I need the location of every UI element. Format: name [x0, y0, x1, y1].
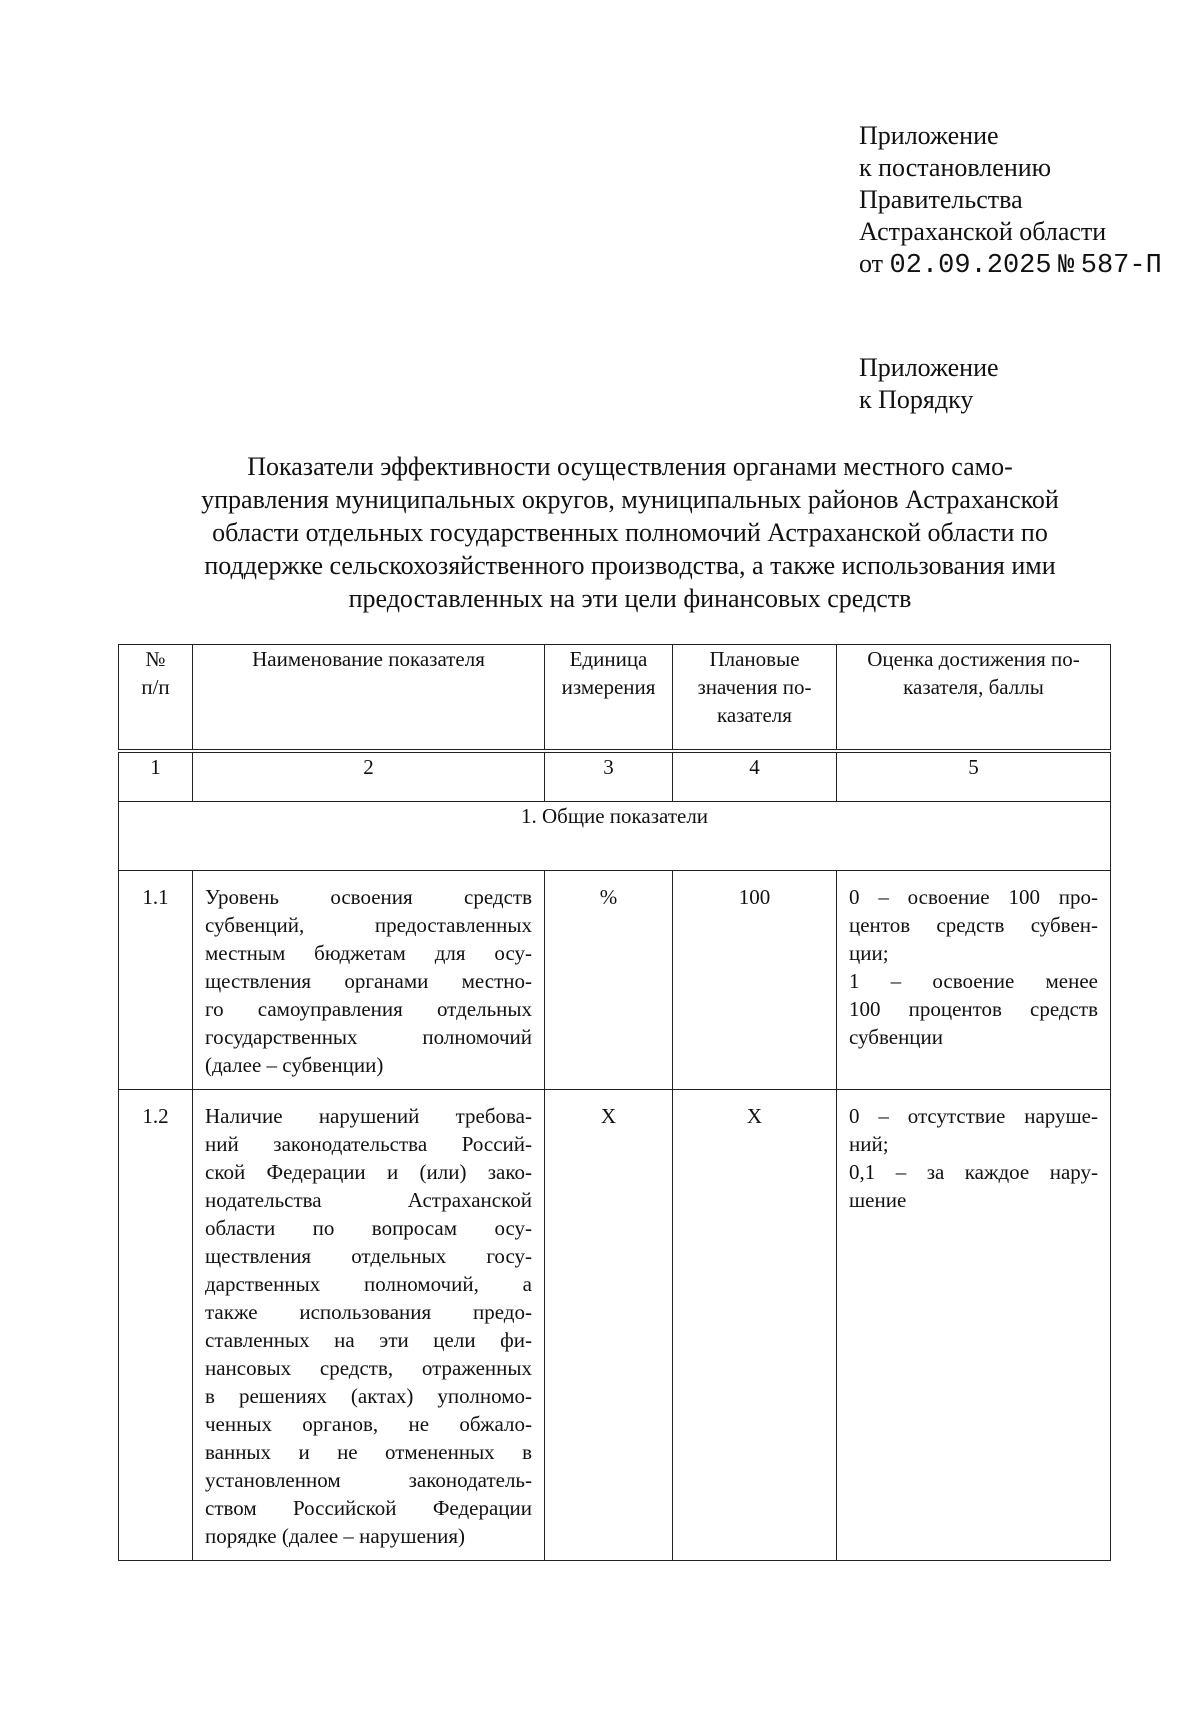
document-title [150, 450, 1110, 615]
column-number: 3 [545, 751, 673, 802]
indicator-plan: Х [673, 1090, 837, 1561]
header-number: № п/п [119, 645, 193, 752]
annex-block-order [859, 352, 999, 416]
annex-date-line [859, 248, 1162, 282]
title-line: предоставленных на эти цели финансовых средств [348, 584, 912, 613]
indicator-score: 0 – освоение 100 про- центов средств субвен- ции; 1 – освоение менее 100 процентов средств субвенции [837, 871, 1111, 1090]
annex-line: Приложение [859, 353, 999, 382]
indicators-table [118, 644, 1111, 1561]
title-line: поддержке сельскохозяйственного производства, а также использования ими [204, 551, 1056, 580]
annex-line: к постановлению [859, 153, 1052, 182]
column-number: 5 [837, 751, 1111, 802]
annex-line: Правительства [859, 185, 1023, 214]
header-indicator-name: Наименование показателя [193, 645, 545, 752]
annex-line: Приложение [859, 121, 999, 150]
title-line: области отдельных государственных полномочий Астраханской области по [212, 518, 1048, 547]
from-label: от [859, 249, 884, 278]
table-row [119, 1090, 1111, 1561]
indicator-plan: 100 [673, 871, 837, 1090]
number-sign: № [1058, 251, 1075, 281]
row-number: 1.2 [119, 1090, 193, 1561]
title-line: управления муниципальных округов, муниципальных районов Астраханской [201, 485, 1059, 514]
header-plan-values: Плановые значения по- казателя [673, 645, 837, 752]
column-number: 4 [673, 751, 837, 802]
resolution-date: 02.09.2025 [889, 251, 1052, 281]
resolution-number: 587-П [1080, 251, 1162, 281]
table-row [119, 871, 1111, 1090]
row-number: 1.1 [119, 871, 193, 1090]
annex-block-resolution [859, 120, 1162, 282]
table-header-row [119, 645, 1111, 752]
indicator-unit: Х [545, 1090, 673, 1561]
indicator-unit: % [545, 871, 673, 1090]
column-number: 2 [193, 751, 545, 802]
header-score: Оценка достижения по- казателя, баллы [837, 645, 1111, 752]
title-line: Показатели эффективности осуществления органами местного само- [247, 452, 1013, 481]
section-title: 1. Общие показатели [119, 802, 1111, 871]
section-row [119, 802, 1111, 871]
annex-line: Астраханской области [859, 217, 1107, 246]
indicator-name: Наличие нарушений требова- ний законодательства Россий- ской Федерации и (или) зако- нодательства Астраханской области по вопросам осу- ществления отдельных госу- дарственных полномочий, а также использования предо- ставленных на эти цели фи- нансовых средств, отраженных в решениях (актах) уполномо- ченных органов, не обжало- ванных и не отмененных в установленном законодатель- ством Российской Федерации порядке (далее – нарушения) [193, 1090, 545, 1561]
header-unit: Единица измерения [545, 645, 673, 752]
column-numbers-row [119, 751, 1111, 802]
indicator-score: 0 – отсутствие наруше- ний; 0,1 – за каждое нару- шение [837, 1090, 1111, 1561]
column-number: 1 [119, 751, 193, 802]
indicator-name: Уровень освоения средств субвенций, предоставленных местным бюджетам для осу- ществления органами местно- го самоуправления отдельных государственных полномочий (далее – субвенции) [193, 871, 545, 1090]
annex-line: к Порядку [859, 385, 974, 414]
